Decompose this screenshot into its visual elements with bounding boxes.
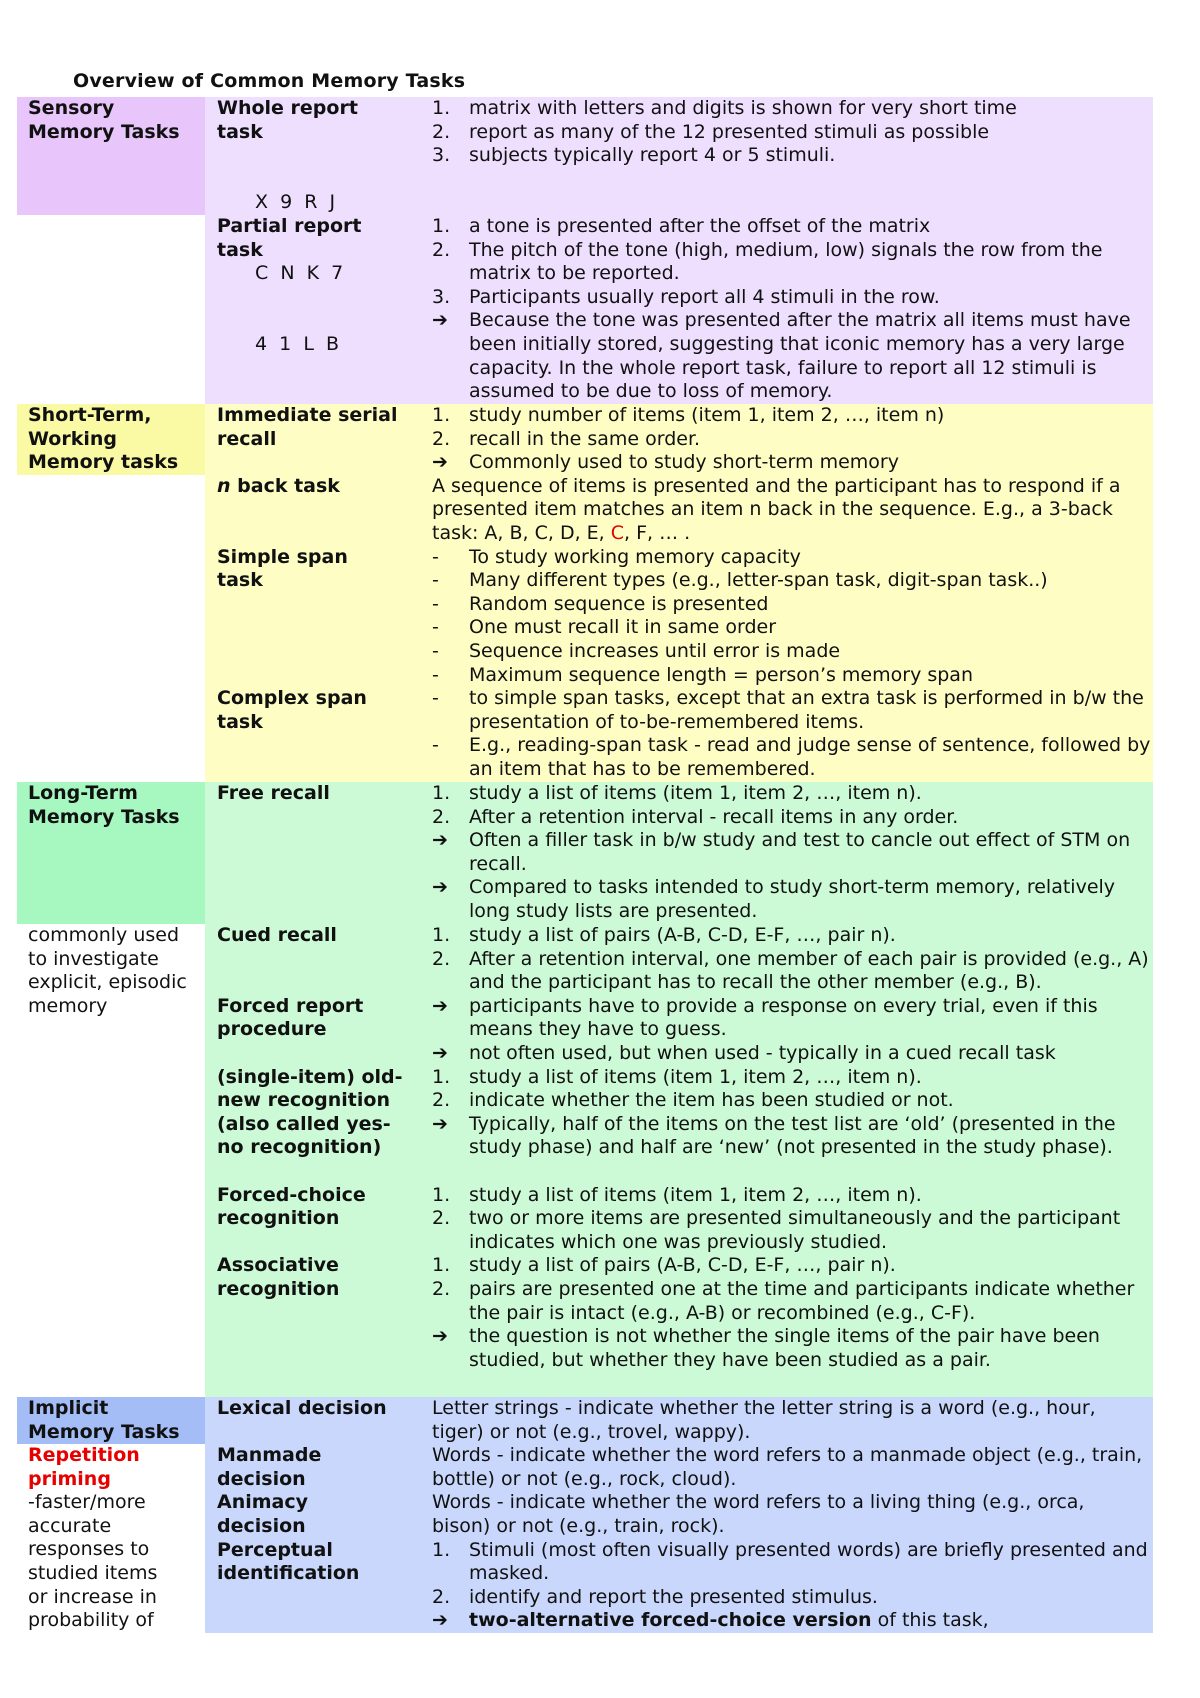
task-row-forced-choice-recognition	[205, 1184, 1153, 1255]
task-description: Letter strings - indicate whether the letter string is a word (e.g., hour, tiger) or not (e.g., trovel, wappy).	[432, 1397, 1096, 1443]
task-term: Simple span task	[217, 545, 348, 592]
list-item: 1. a tone is presented after the offset of the matrix	[432, 215, 931, 237]
task-term: Forced-choice recognition	[217, 1183, 366, 1230]
list-item: ➔ Commonly used to study short-term memory	[432, 451, 899, 474]
task-term: Forced report procedure	[217, 994, 364, 1041]
list-item: - Maximum sequence length = person’s memory span	[432, 663, 973, 686]
task-description	[432, 687, 1153, 781]
list-item: ➔ two-alternative forced-choice version of this task,	[432, 1609, 989, 1632]
task-description: Words - indicate whether the word refers to a living thing (e.g., orca, bison) or not (e.g., train, rock).	[432, 1491, 1085, 1537]
list-item: 2. The pitch of the tone (high, medium, low) signals the row from the matrix to be reported.	[432, 238, 1103, 285]
section-implicit	[205, 1397, 1153, 1633]
list-item: - to simple span tasks, except that an extra task is performed in b/w the presentation of to-be-remembered items.	[432, 687, 1144, 733]
task-description	[432, 1539, 1153, 1633]
task-term: Manmade decision	[217, 1444, 322, 1490]
task-term: Immediate serial recall	[217, 404, 398, 450]
list-item: ➔ not often used, but when used - typically in a cued recall task	[432, 1041, 1056, 1064]
arrow-icon: ➔	[432, 876, 448, 899]
task-row-lexical-decision	[205, 1397, 1153, 1444]
task-term: Lexical decision	[217, 1397, 387, 1419]
arrow-icon: ➔	[432, 1041, 448, 1064]
section-ltm	[205, 782, 1153, 1397]
section-label-implicit: Implicit Memory Tasks	[17, 1397, 205, 1444]
list-item: - Sequence increases until error is made	[432, 639, 841, 662]
list-item: 1. study a list of items (item 1, item 2, …, item n).	[432, 1183, 922, 1206]
list-item: ➔ Typically, half of the items on the test list are ‘old’ (presented in the study phase) and half are ‘new’ (not presented in the study phase).	[432, 1112, 1116, 1159]
task-row-complex-span	[205, 687, 1153, 781]
task-row-associative-recognition	[205, 1254, 1153, 1372]
list-item: 3. Participants usually report all 4 stimuli in the row.	[432, 285, 940, 308]
task-description	[432, 1254, 1153, 1372]
list-item: - Many different types (e.g., letter-span task, digit-span task..)	[432, 569, 1048, 592]
task-row-immediate-serial-recall	[205, 404, 1153, 475]
list-item: - Random sequence is presented	[432, 592, 769, 615]
list-item: 1. study a list of items (item 1, item 2, …, item n).	[432, 1065, 922, 1088]
task-term: Animacy decision	[217, 1491, 309, 1537]
list-item: 2. identify and report the presented stimulus.	[432, 1585, 878, 1608]
task-description	[432, 924, 1153, 995]
list-item: 2. indicate whether the item has been studied or not.	[432, 1089, 954, 1112]
task-row-cued-recall	[205, 924, 1153, 995]
list-item: - E.g., reading-span task - read and judge sense of sentence, followed by an item that has to be remembered.	[432, 734, 1151, 780]
task-row-animacy-decision	[205, 1491, 1153, 1538]
task-description	[432, 97, 1153, 168]
arrow-icon: ➔	[432, 994, 448, 1017]
task-row-n-back	[205, 475, 1153, 546]
arrow-icon: ➔	[432, 1112, 448, 1135]
stimulus-matrix: X 9 R J C N K 7 4 1 L B	[255, 191, 344, 355]
task-row-simple-span	[205, 546, 1153, 688]
task-row-manmade-decision	[205, 1444, 1153, 1491]
section-sensory	[205, 97, 1153, 404]
task-term: n back task	[217, 474, 340, 497]
task-term: (single-item) old-new recognition (also called yes-no recognition)	[217, 1065, 403, 1159]
task-description: A sequence of items is presented and the participant has to respond if a presented item matches an item n back in the sequence. E.g., a 3-back task: A, B, C, D, E, C, F, … .	[432, 474, 1121, 544]
task-row-free-recall	[205, 782, 1153, 924]
task-description	[432, 995, 1153, 1066]
task-description: Words - indicate whether the word refers to a manmade object (e.g., train, bottle) or not (e.g., rock, cloud).	[432, 1444, 1143, 1490]
list-item: ➔ participants have to provide a response on every trial, even if this means they have to guess.	[432, 994, 1098, 1041]
task-term: Associative recognition	[217, 1254, 340, 1300]
list-item: ➔ Often a filler task in b/w study and test to cancle out effect of STM on recall.	[432, 829, 1131, 875]
arrow-icon: ➔	[432, 829, 448, 852]
list-item: 1. study a list of pairs (A-B, C-D, E-F, …, pair n).	[432, 924, 896, 946]
section-stm	[205, 404, 1153, 782]
list-item: 3. subjects typically report 4 or 5 stimuli.	[432, 144, 836, 167]
list-item: 2. After a retention interval - recall items in any order.	[432, 805, 959, 828]
arrow-icon: ➔	[432, 451, 448, 474]
list-item: - To study working memory capacity	[432, 545, 801, 568]
list-item: 1. matrix with letters and digits is shown for very short time	[432, 97, 1017, 119]
task-term: Partial report task	[217, 215, 362, 261]
list-item: 1. study a list of items (item 1, item 2, …, item n).	[432, 782, 922, 804]
arrow-icon: ➔	[432, 309, 448, 332]
task-description	[432, 404, 1153, 475]
list-item: ➔ Compared to tasks intended to study short-term memory, relatively long study lists are presented.	[432, 876, 1116, 922]
list-item: 1. study a list of pairs (A-B, C-D, E-F, …, pair n).	[432, 1254, 896, 1277]
section-label-ltm: Long-Term Memory Tasks	[17, 782, 205, 924]
task-row-perceptual-identification	[205, 1539, 1153, 1633]
repetition-priming-label: Repetition priming	[28, 1444, 140, 1490]
list-item: 2. After a retention interval, one member of each pair is provided (e.g., A) and the participant has to recall the other member (e.g., B).	[432, 947, 1149, 994]
task-description	[432, 546, 1153, 688]
section-label-stm: Short-Term, Working Memory tasks	[17, 404, 205, 475]
task-term: Free recall	[217, 782, 330, 804]
task-term: Cued recall	[217, 924, 337, 946]
list-item: 1. study number of items (item 1, item 2, …, item n)	[432, 404, 945, 426]
list-item: 2. two or more items are presented simultaneously and the participant indicates which one was previously studied.	[432, 1207, 1121, 1253]
list-item: 2. report as many of the 12 presented stimuli as possible	[432, 120, 990, 143]
section-note-ltm: commonly used to investigate explicit, episodic memory	[28, 924, 187, 1017]
list-item: ➔ Because the tone was presented after the matrix all items must have been initially stored, suggesting that iconic memory has a very large capacity. In the whole report task, failure to report all 12 stimuli is assumed to be due to loss of memory.	[432, 309, 1131, 403]
list-item: - One must recall it in same order	[432, 616, 777, 639]
task-description	[432, 782, 1153, 924]
list-item: 1. Stimuli (most often visually presented words) are briefly presented and masked.	[432, 1538, 1148, 1585]
task-row-old-new-recognition	[205, 1066, 1153, 1184]
task-row-partial-report	[205, 215, 1153, 404]
task-term: Whole report task X 9 R J C N K 7 4 1 L B	[217, 97, 417, 404]
task-description	[432, 1066, 1153, 1160]
task-description	[432, 1184, 1153, 1255]
arrow-icon: ➔	[432, 1325, 448, 1348]
section-note-implicit: Repetition priming -faster/more accurate responses to studied items or increase in probability of	[17, 1444, 205, 1633]
page-title: Overview of Common Memory Tasks	[73, 70, 466, 92]
list-item: 2. pairs are presented one at the time and participants indicate whether the pair is intact (e.g., A-B) or recombined (e.g., C-F).	[432, 1277, 1135, 1324]
list-item: 2. recall in the same order.	[432, 427, 701, 450]
task-description	[432, 215, 1153, 404]
list-item: ➔ the question is not whether the single items of the pair have been studied, but whether they have been studied as a pair.	[432, 1325, 1100, 1371]
task-row-forced-report	[205, 995, 1153, 1066]
task-term: Complex span task	[217, 687, 367, 733]
section-label-sensory: Sensory Memory Tasks	[17, 97, 205, 215]
arrow-icon: ➔	[432, 1609, 448, 1632]
task-term: Perceptual identification	[217, 1538, 360, 1585]
